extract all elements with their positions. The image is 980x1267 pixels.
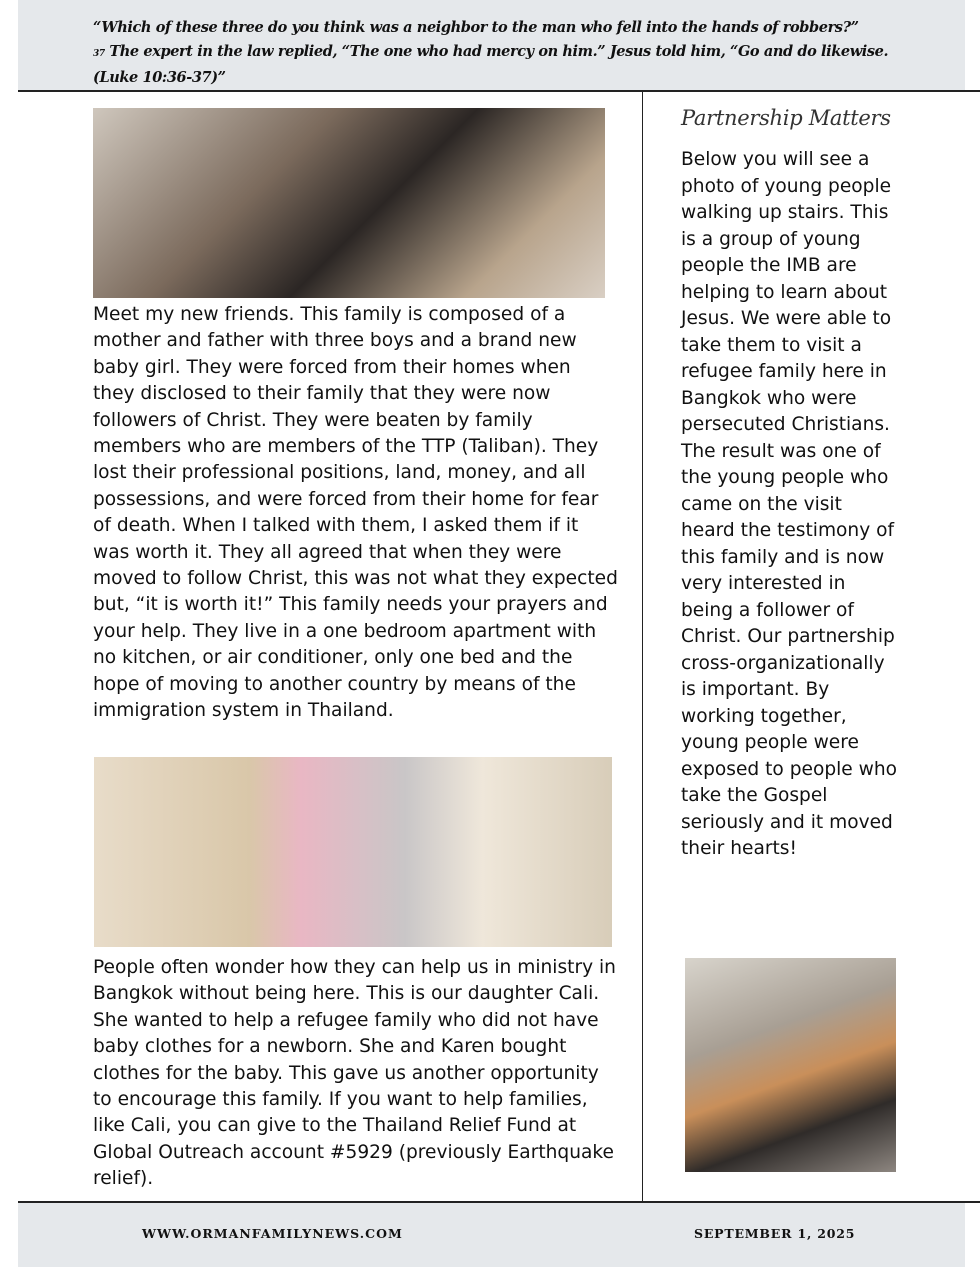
footer-website-link[interactable]: WWW.ORMANFAMILYNEWS.COM <box>142 1226 403 1241</box>
sidebar-body: Below you will see a photo of young people walking up stairs. This is a group of young people the IMB are helping to learn about Jesus. We were able to take them to visit a refugee family here in Bangkok who were persecuted Christians. The result was one of the young people who came on the visit heard the testimony of this family and is now very interested in being a follower of Christ. Our partnership cross-organizationally is important. By working together, young people were exposed to people who take the Gospel seriously and it moved their hearts! <box>681 149 898 859</box>
cali-story-paragraph: People often wonder how they can help us in ministry in Bangkok without being here. This is our daughter Cali. She wanted to help a refugee family who did not have baby clothes for a newborn. She and Karen bought clothes for the baby. This gave us another opportunity to encourage this family. If you want to help families, like Cali, you can give to the Thailand Relief Fund at Global Outreach account #5929 (previously Earthquake relief). <box>93 957 616 1190</box>
cali-baby-clothes-photo <box>94 757 612 947</box>
stairs-photo <box>685 958 896 1172</box>
column-divider <box>642 92 643 1202</box>
footer-date: SEPTEMBER 1, 2025 <box>694 1226 856 1241</box>
quote-line-1: “Which of these three do you think was a neighbor to the man who fell into the hands of robbers?” <box>93 19 859 36</box>
verse-number: 37 <box>93 49 105 59</box>
family-photo <box>93 108 605 298</box>
scripture-quote <box>93 16 953 90</box>
sidebar-title: Partnership Matters <box>681 106 891 130</box>
family-story-paragraph: Meet my new friends. This family is composed of a mother and father with three boys and a brand new baby girl. They were forced from their homes when they disclosed to their family that they were now followers of Christ. They were beaten by family members who are members of the TTP (Taliban). They lost their professional positions, land, money, and all possessions, and were forced from their home for fear of death. When I talked with them, I asked them if it was worth it. They all agreed that when they were moved to follow Christ, this was not what they expected but, “it is worth it!” This family needs your prayers and your help. They live in a one bedroom apartment with no kitchen, or air conditioner, only one bed and the hope of moving to another country by means of the immigration system in Thailand. <box>93 304 618 722</box>
header-divider <box>18 90 980 92</box>
quote-line-2: 37 The expert in the law replied, “The one who had mercy on him.” Jesus told him, “Go and do likewise. <box>93 43 889 60</box>
quote-line-3: (Luke 10:36-37)” <box>93 69 226 86</box>
